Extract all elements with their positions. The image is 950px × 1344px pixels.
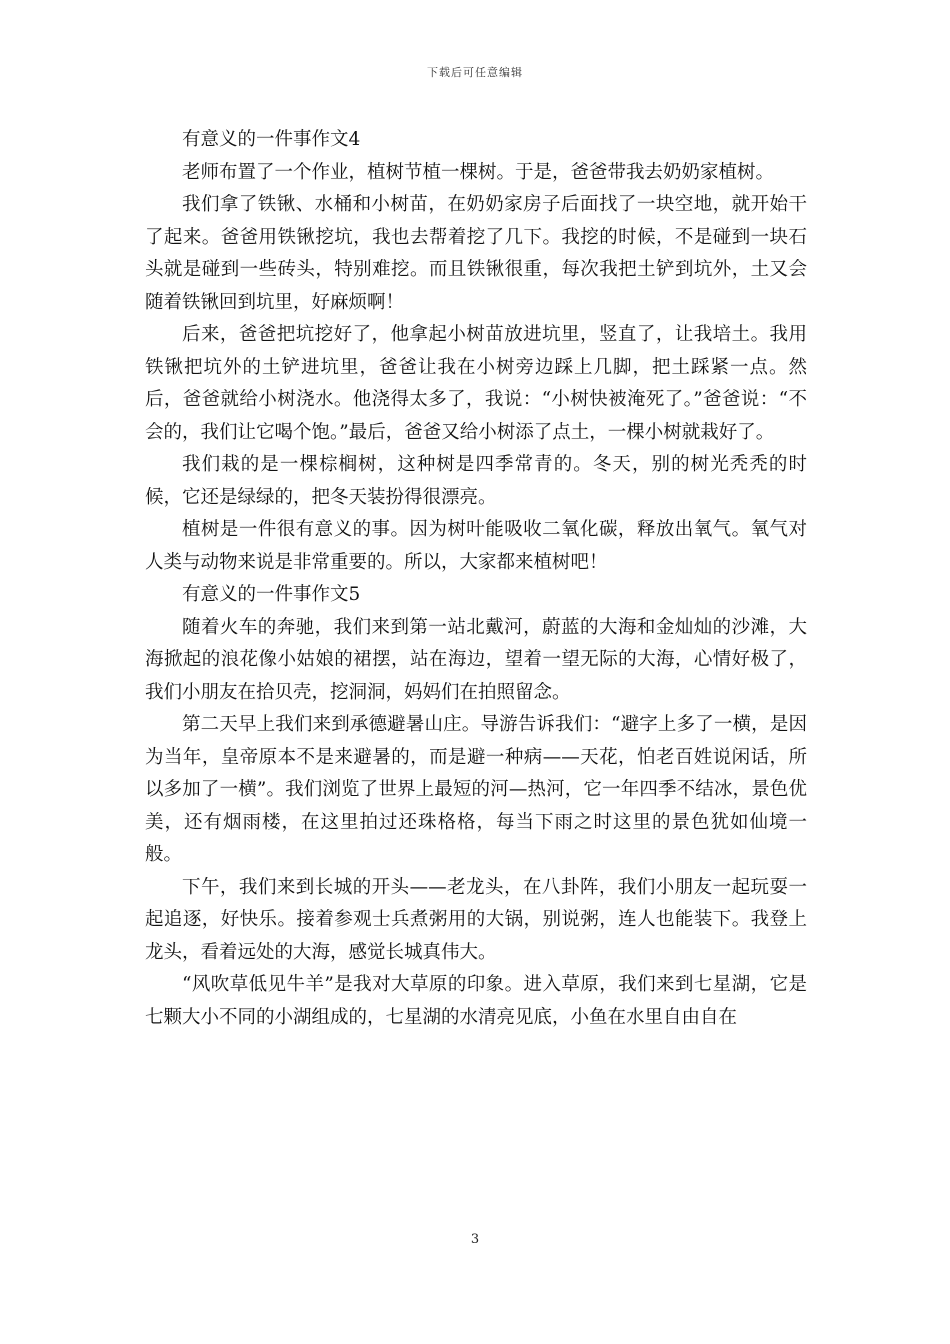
paragraph: 后来，爸爸把坑挖好了，他拿起小树苗放进坑里，竖直了，让我培土。我用铁锹把坑外的土铲进坑里，爸爸让我在小树旁边踩上几脚，把土踩紧一点。然后，爸爸就给小树浇水。他浇得太多了，我说：“小树快被淹死了。”爸爸说：“不会的，我们让它喝个饱。”最后，爸爸又给小树添了点土，一棵小树就栽好了。 xyxy=(145,324,807,443)
paragraph: 我们栽的是一棵棕榈树，这种树是四季常青的。冬天，别的树光秃秃的时候，它还是绿绿的，把冬天装扮得很漂亮。 xyxy=(145,454,807,508)
section-title: 有意义的一件事作文5 xyxy=(182,584,361,605)
paragraph: 植树是一件很有意义的事。因为树叶能吸收二氧化碳，释放出氧气。氧气对人类与动物来说是非常重要的。所以，大家都来植树吧！ xyxy=(145,519,807,573)
paragraph: “风吹草低见牛羊”是我对大草原的印象。进入草原，我们来到七星湖，它是七颗大小不同的小湖组成的，七星湖的水清亮见底，小鱼在水里自由自在 xyxy=(145,974,807,1028)
paragraph: 我们拿了铁锹、水桶和小树苗，在奶奶家房子后面找了一块空地，就开始干了起来。爸爸用铁锹挖坑，我也去帮着挖了几下。我挖的时候，不是碰到一块石头就是碰到一些砖头，特别难挖。而且铁锹很重，每次我把土铲到坑外，土又会随着铁锹回到坑里，好麻烦啊！ xyxy=(145,194,807,313)
paragraph: 第二天早上我们来到承德避暑山庄。导游告诉我们：“避字上多了一横，是因为当年，皇帝原本不是来避暑的，而是避一种病——天花，怕老百姓说闲话，所以多加了一横”。我们浏览了世界上最短的河—热河，它一年四季不结冰，景色优美，还有烟雨楼，在这里拍过还珠格格，每当下雨之时这里的景色犹如仙境一般。 xyxy=(145,714,807,865)
page-number: 3 xyxy=(470,1232,480,1247)
page-header: 下载后可任意编辑 xyxy=(427,66,523,79)
paragraph: 下午，我们来到长城的开头——老龙头，在八卦阵，我们小朋友一起玩耍一起追逐，好快乐。接着参观士兵煮粥用的大锅，别说粥，连人也能装下。我登上龙头，看着远处的大海，感觉长城真伟大。 xyxy=(145,876,807,963)
document-body xyxy=(145,124,807,1034)
paragraph: 老师布置了一个作业，植树节植一棵树。于是，爸爸带我去奶奶家植树。 xyxy=(182,161,775,183)
paragraph: 随着火车的奔驰，我们来到第一站北戴河，蔚蓝的大海和金灿灿的沙滩，大海掀起的浪花像小姑娘的裙摆，站在海边，望着一望无际的大海，心情好极了，我们小朋友在拾贝壳，挖洞洞，妈妈们在拍照留念。 xyxy=(145,616,807,703)
section-title: 有意义的一件事作文4 xyxy=(182,129,361,150)
